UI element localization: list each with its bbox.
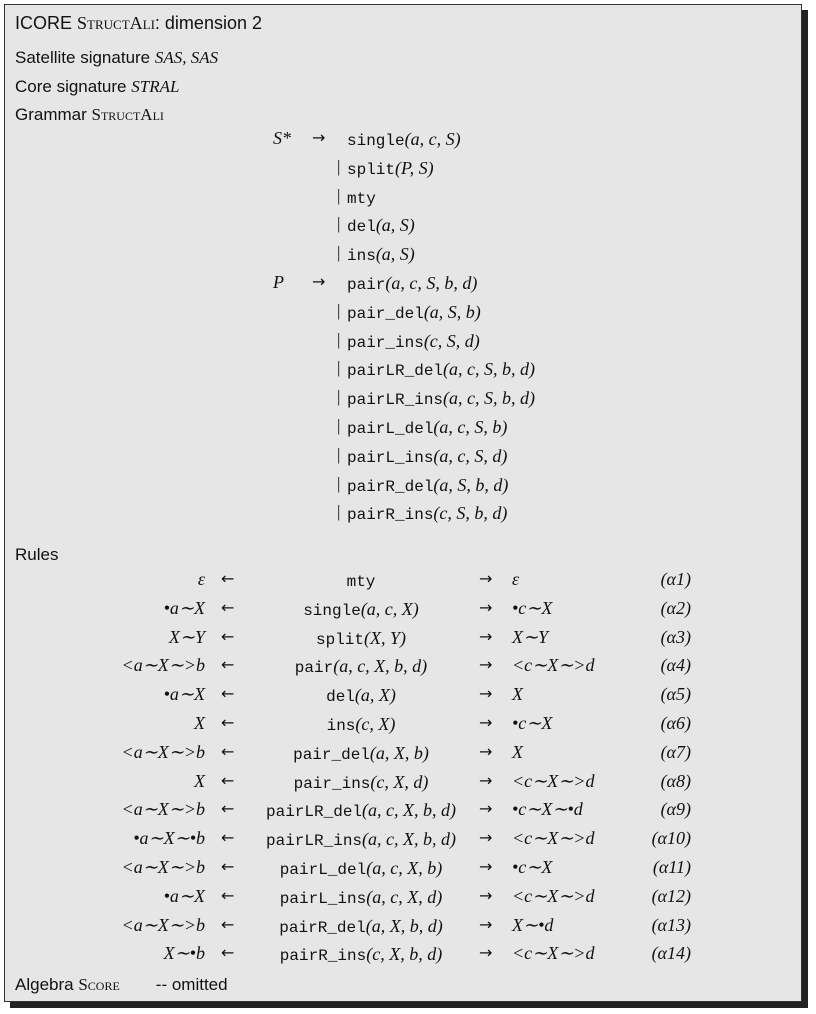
grammar-rhs <box>347 331 480 352</box>
rule-left-term: •a∼X <box>163 885 205 906</box>
rule-label: (α11) <box>652 857 691 877</box>
rule-constructor-name: ins <box>326 717 356 735</box>
grammar-rhs <box>347 129 461 150</box>
rule-label: (α1) <box>660 569 691 589</box>
grammar-constructor: pairR_del <box>347 477 434 496</box>
grammar-constructor: mty <box>347 189 376 208</box>
rule-label: (α5) <box>660 684 691 705</box>
rule-right-arrow: → <box>479 828 493 848</box>
rule-constructor-args: (X, Y) <box>364 627 406 648</box>
rule-label: (α8) <box>660 770 691 791</box>
rule-row <box>5 857 795 883</box>
rule-left-term: X <box>194 713 205 733</box>
grammar-row <box>5 502 795 528</box>
grammar-rhs <box>347 215 415 236</box>
grammar-args: (c, S, b, d) <box>433 503 508 524</box>
rule-constructor <box>251 628 471 649</box>
rule-right-term: •c∼X <box>512 597 553 618</box>
rule-constructor-name: split <box>315 630 364 649</box>
rule-constructor-args: (a, c, X) <box>360 598 419 619</box>
rule-right-term: X <box>512 684 523 705</box>
grammar-row <box>5 186 795 212</box>
rule-right-arrow: → <box>479 684 493 704</box>
rule-label: (α2) <box>660 597 691 618</box>
rule-left-term: X <box>194 770 205 791</box>
grammar-rhs <box>347 388 535 409</box>
grammar-separator: | <box>337 185 341 205</box>
rule-row <box>5 713 795 739</box>
rule-left-arrow: ← <box>221 770 235 790</box>
grammar-lhs: S* <box>273 128 291 148</box>
rule-left-arrow: ← <box>221 885 235 905</box>
rule-right-arrow: → <box>479 799 493 819</box>
rule-left-arrow: ← <box>221 655 235 675</box>
grammar-rhs <box>347 475 508 496</box>
rule-right-term: X∼Y <box>512 626 549 647</box>
grammar-constructor: split <box>347 160 396 179</box>
grammar-row <box>5 272 795 298</box>
rule-constructor <box>251 800 471 821</box>
rule-right-arrow: → <box>479 885 493 905</box>
rule-row <box>5 569 795 595</box>
grammar-constructor: single <box>347 132 405 150</box>
grammar-rhs <box>347 359 535 380</box>
rule-constructor-name: single <box>303 601 361 620</box>
rules-heading: Rules <box>15 545 59 564</box>
grammar-separator: | <box>337 358 341 378</box>
rule-constructor-name: del <box>326 688 355 707</box>
grammar-constructor: pairL_del <box>347 420 434 438</box>
rule-constructor-args: (a, c, X, b, d) <box>362 800 456 821</box>
rule-right-arrow: → <box>479 597 493 617</box>
rule-constructor-name: pairR_del <box>279 918 366 937</box>
rule-constructor-name: pair <box>294 659 334 678</box>
grammar-separator: | <box>337 243 341 263</box>
rule-left-arrow: ← <box>221 914 235 934</box>
grammar-arrow: → <box>312 128 326 147</box>
rule-constructor-name: pairLR_del <box>266 803 363 822</box>
rule-label: (α12) <box>651 885 691 906</box>
rule-constructor <box>251 599 471 620</box>
grammar-constructor: ins <box>347 247 376 266</box>
grammar-rhs <box>347 273 477 294</box>
rule-right-arrow: → <box>479 655 493 675</box>
rule-left-arrow: ← <box>221 857 235 876</box>
rule-constructor-name: pairR_ins <box>279 947 367 966</box>
grammar-separator: | <box>337 416 341 435</box>
rule-constructor <box>251 858 471 879</box>
grammar-row <box>5 330 795 356</box>
grammar-row <box>5 214 795 240</box>
rule-row <box>5 886 795 912</box>
grammar-separator: | <box>337 444 341 464</box>
grammar-rhs <box>347 187 376 208</box>
rule-left-arrow: ← <box>221 569 235 588</box>
grammar-args: (a, c, S, b) <box>433 417 508 437</box>
rule-right-term: •c∼X∼•d <box>512 799 583 820</box>
grammar-args: (c, S, d) <box>423 330 480 351</box>
grammar-row <box>5 157 795 183</box>
rule-right-arrow: → <box>479 943 493 963</box>
grammar-rhs <box>347 446 507 467</box>
rule-right-term: X∼•d <box>512 914 554 935</box>
rule-row <box>5 915 795 941</box>
grammar-args: (a, c, S) <box>404 129 461 149</box>
grammar-separator: | <box>337 300 341 320</box>
rule-right-term: X <box>512 741 523 762</box>
grammar-constructor: pairLR_ins <box>347 391 444 410</box>
grammar-row <box>5 243 795 269</box>
grammar-separator: | <box>337 387 341 407</box>
rule-right-term: <c∼X∼>d <box>512 828 595 849</box>
rule-constructor <box>251 656 471 677</box>
rule-label: (α7) <box>660 741 691 762</box>
rule-constructor-args: (a, X, b) <box>369 742 429 763</box>
rule-right-term: •c∼X <box>512 713 553 733</box>
rule-label: (α13) <box>651 914 691 935</box>
grammar-rhs <box>347 158 434 179</box>
grammar-arrow: → <box>312 272 326 291</box>
rule-left-term: ε <box>197 569 205 589</box>
grammar-row <box>5 416 795 442</box>
rule-left-term: <a∼X∼>b <box>121 914 205 935</box>
grammar-row <box>5 474 795 500</box>
rule-right-term: ε <box>512 569 520 589</box>
rule-constructor <box>251 570 471 591</box>
rule-left-term: <a∼X∼>b <box>121 799 205 820</box>
rule-left-arrow: ← <box>221 684 235 704</box>
rule-constructor-args: (a, c, X, b) <box>366 858 443 878</box>
rule-left-arrow: ← <box>221 828 235 848</box>
rule-right-arrow: → <box>479 569 493 588</box>
rule-constructor-name: mty <box>346 573 376 591</box>
rule-row <box>5 655 795 681</box>
grammar-heading: Grammar StructAli <box>15 105 164 124</box>
grammar-separator: | <box>337 156 341 176</box>
grammar-rhs <box>347 302 481 323</box>
grammar-rhs <box>347 417 507 438</box>
rule-left-term: <a∼X∼>b <box>121 857 205 877</box>
rule-constructor-args: (c, X, b, d) <box>366 944 443 965</box>
grammar-row <box>5 445 795 471</box>
rule-right-arrow: → <box>479 857 493 876</box>
grammar-constructor: pair_del <box>347 304 424 323</box>
grammar-args: (a, S, b) <box>423 301 481 322</box>
rule-constructor-args: (a, c, X, d) <box>366 886 443 907</box>
rule-constructor-name: pairL_del <box>279 861 367 879</box>
grammar-constructor: pairL_ins <box>347 448 434 467</box>
rule-constructor <box>251 829 471 850</box>
rule-left-term: <a∼X∼>b <box>121 655 205 676</box>
rule-right-arrow: → <box>479 741 493 761</box>
rule-left-arrow: ← <box>221 597 235 617</box>
rule-left-term: <a∼X∼>b <box>121 741 205 762</box>
rule-row <box>5 598 795 624</box>
grammar-row <box>5 128 795 154</box>
rule-label: (α4) <box>660 655 691 676</box>
rule-label: (α10) <box>651 828 691 849</box>
rule-label: (α14) <box>651 943 691 964</box>
rule-right-term: <c∼X∼>d <box>512 770 595 791</box>
rule-row <box>5 943 795 969</box>
grammar-constructor: pair <box>347 276 386 294</box>
rule-constructor <box>251 944 471 965</box>
grammar-separator: | <box>337 473 341 493</box>
rule-left-arrow: ← <box>221 741 235 761</box>
rule-right-arrow: → <box>479 713 493 732</box>
rule-constructor-name: pairL_ins <box>279 889 367 908</box>
rule-constructor-args: (a, c, X, b, d) <box>333 656 428 677</box>
rule-constructor-args: (c, X) <box>355 714 396 734</box>
rule-constructor-args: (a, X, b, d) <box>365 915 443 936</box>
rule-constructor-args: (c, X, d) <box>370 771 429 792</box>
grammar-separator: | <box>337 214 341 234</box>
grammar-rhs <box>347 244 415 265</box>
rule-left-term: •a∼X∼•b <box>133 828 205 849</box>
grammar-lhs: P <box>273 272 284 292</box>
core-signature: Core signature STRAL <box>15 77 180 96</box>
grammar-row <box>5 301 795 327</box>
rule-left-term: •a∼X <box>163 684 205 705</box>
rule-label: (α9) <box>660 799 691 820</box>
rule-row <box>5 828 795 854</box>
rule-right-arrow: → <box>479 626 493 646</box>
rule-left-arrow: ← <box>221 799 235 819</box>
rule-left-arrow: ← <box>221 943 235 963</box>
rule-label: (α6) <box>660 713 691 733</box>
rule-constructor <box>251 714 471 735</box>
grammar-constructor: del <box>347 218 376 237</box>
rule-constructor <box>251 887 471 908</box>
rule-constructor <box>251 916 471 937</box>
rule-left-arrow: ← <box>221 713 235 732</box>
rule-right-term: <c∼X∼>d <box>512 885 595 906</box>
rule-constructor-name: pair_del <box>293 745 370 764</box>
rule-row <box>5 627 795 653</box>
grammar-args: (a, S, b, d) <box>433 474 509 495</box>
rule-constructor-name: pair_ins <box>293 774 371 793</box>
satellite-signature: Satellite signature SAS, SAS <box>15 48 219 67</box>
rule-constructor-name: pairLR_ins <box>266 832 363 851</box>
rule-row <box>5 799 795 825</box>
rule-left-term: •a∼X <box>163 597 205 618</box>
page-title: ICORE StructAli: dimension 2 <box>15 13 262 33</box>
rule-left-arrow: ← <box>221 626 235 646</box>
grammar-constructor: pair_ins <box>347 333 424 352</box>
grammar-constructor: pairR_ins <box>347 506 434 525</box>
grammar-row <box>5 387 795 413</box>
grammar-constructor: pairLR_del <box>347 362 444 381</box>
rule-left-term: X∼•b <box>163 943 205 964</box>
rule-label: (α3) <box>660 626 691 647</box>
grammar-args: (a, S) <box>375 215 415 236</box>
grammar-args: (a, c, S, b, d) <box>385 273 478 293</box>
rule-row <box>5 684 795 710</box>
rule-constructor <box>251 772 471 793</box>
grammar-separator: | <box>337 329 341 349</box>
grammar-args: (a, c, S, b, d) <box>443 359 535 380</box>
rule-right-arrow: → <box>479 770 493 790</box>
grammar-row <box>5 358 795 384</box>
rule-right-term: •c∼X <box>512 857 553 877</box>
grammar-args: (P, S) <box>395 157 434 178</box>
rule-row <box>5 742 795 768</box>
grammar-args: (a, c, S, d) <box>433 445 508 466</box>
rule-constructor <box>251 743 471 764</box>
spec-box <box>4 4 802 1002</box>
rule-right-arrow: → <box>479 914 493 934</box>
rule-left-term: X∼Y <box>168 626 205 647</box>
rule-right-term: <c∼X∼>d <box>512 655 595 676</box>
rule-constructor-args: (a, X) <box>354 685 396 706</box>
grammar-args: (a, c, S, b, d) <box>443 388 535 409</box>
rule-constructor-args: (a, c, X, b, d) <box>362 829 456 850</box>
rule-row <box>5 771 795 797</box>
rule-constructor <box>251 685 471 706</box>
grammar-rhs <box>347 503 507 524</box>
grammar-args: (a, S) <box>375 244 415 265</box>
grammar-separator: | <box>337 502 341 522</box>
algebra-line: Algebra Score -- omitted <box>15 975 228 994</box>
rule-right-term: <c∼X∼>d <box>512 943 595 964</box>
